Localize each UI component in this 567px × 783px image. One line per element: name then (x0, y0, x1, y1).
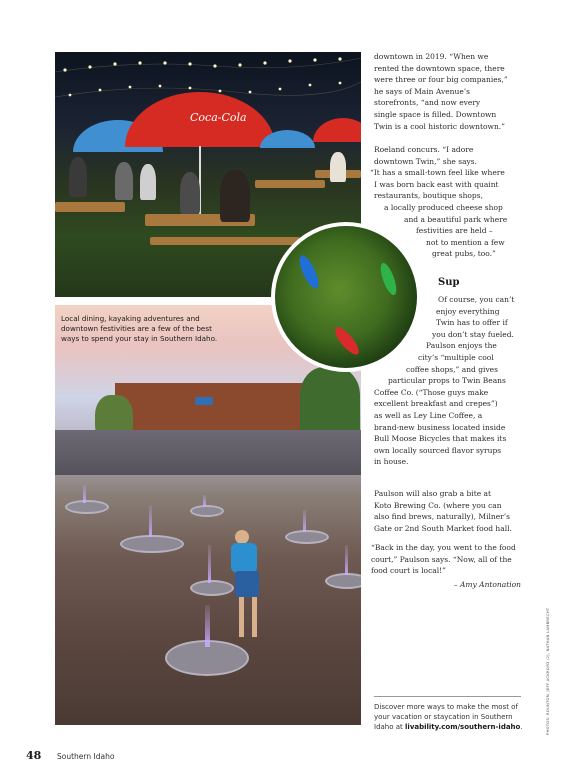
kayak-green (378, 261, 400, 297)
text-line: brand-new business located inside (374, 422, 506, 432)
child-shirt (231, 543, 257, 573)
body-paragraph-food-court (371, 542, 516, 577)
page-number: 48 (26, 749, 42, 762)
text-line: Gate or 2nd South Market food hall. (374, 523, 512, 533)
text-line: he says of Main Avenue’s (374, 86, 471, 96)
text-line: rented the downtown space, there (374, 63, 505, 73)
fountain-jet-base (120, 535, 184, 553)
text-line: also find brews, naturally), Milner’s (374, 512, 510, 522)
water-jet (208, 545, 211, 583)
kayak-red (331, 324, 362, 358)
body-paragraph-koto (374, 488, 512, 534)
tree (300, 367, 360, 437)
photo-credit: PHOTOS: ROUNTON, JEFF ACKROYD (2), NATHAN LAMBRECHT (545, 607, 550, 735)
section-name: Southern Idaho (57, 752, 115, 761)
text-line: downtown Twin,” she says. (374, 156, 478, 166)
text-line: single space is filled. Downtown (374, 109, 497, 119)
diner (180, 172, 200, 214)
section-heading: Sup (438, 277, 460, 288)
text-line: as well as Ley Line Coffee, a (374, 410, 483, 420)
text-line: in house. (374, 457, 409, 467)
diner (115, 162, 133, 200)
body-paragraph-roeland (370, 144, 508, 260)
photo-caption: Local dining, kayaking adventures and downtown festivities are a few of the best ways to spend your stay in Southern Idaho. (61, 314, 218, 343)
text-line: restaurants, boutique shops, (374, 191, 483, 201)
text-line: Twin has to offer if (436, 318, 508, 328)
body-paragraph-downtown (374, 51, 508, 132)
water-jet (345, 545, 348, 575)
picnic-bench (150, 237, 300, 245)
text-line: Of course, you can’t (438, 295, 515, 304)
text-line: Koto Brewing Co. (where you can (374, 500, 502, 510)
text-line: city’s “multiple cool (418, 352, 494, 362)
fountain-jet-base (285, 530, 329, 544)
text-line: court,” Paulson says. “Now, all of the (371, 554, 512, 564)
diner (140, 164, 156, 200)
text-line: Paulson will also grab a bite at (374, 489, 492, 498)
umbrella-logo: Coca-Cola (190, 111, 247, 124)
text-line: downtown in 2019. “When we (374, 52, 489, 61)
water-jet (203, 495, 206, 507)
child-shorts (235, 571, 259, 597)
text-line: not to mention a few (426, 237, 505, 247)
text-line: “It has a small-town feel like where (370, 168, 505, 178)
text-line: were three or four big companies,” (374, 75, 508, 85)
building-sign (195, 397, 213, 405)
diner (330, 152, 346, 182)
text-line: food court is local!” (371, 566, 446, 576)
fountain-jet-base (65, 500, 109, 514)
fountain-jet-base (325, 573, 361, 589)
picnic-table (55, 202, 125, 212)
child-leg (252, 597, 257, 637)
author-signature: – Amy Antonation (453, 580, 521, 589)
promo-end: . (520, 723, 523, 731)
fountain-jet-base (190, 505, 224, 517)
text-line: coffee shops,” and gives (406, 364, 498, 374)
child-leg (239, 597, 244, 637)
text-line: I was born back east with quaint (374, 179, 499, 189)
text-line: particular props to Twin Beans (388, 376, 506, 386)
text-line: great pubs, too.” (432, 249, 496, 259)
diner (220, 170, 250, 222)
text-line: Coffee Co. (“Those guys make (374, 387, 489, 397)
crowd (55, 430, 361, 475)
promo-box (374, 702, 529, 732)
body-paragraph-sup (374, 294, 514, 468)
text-line: excellent breakfast and crepes”) (374, 399, 498, 409)
text-line: Paulson enjoys the (426, 341, 497, 351)
water-jet (205, 605, 210, 647)
water-jet (149, 505, 152, 537)
fountain-jet-base (190, 580, 234, 596)
promo-text: Discover more ways to make the most of your vacation or staycation in Southern Idaho at (374, 703, 518, 731)
text-line: Roeland concurs. “I adore (374, 145, 474, 154)
text-line: own locally sourced flavor syrups (374, 445, 502, 455)
promo-link[interactable]: livability.com/southern-idaho (405, 723, 521, 731)
water-jet (83, 485, 86, 503)
child-head (235, 530, 249, 544)
text-line: a locally produced cheese shop (384, 202, 503, 212)
text-line: festivities are held – (416, 226, 493, 236)
water-jet (303, 510, 306, 532)
text-line: storefronts, “and now every (374, 98, 481, 108)
text-line: and a beautiful park where (404, 214, 508, 224)
text-line: enjoy everything (436, 306, 500, 316)
fountain-plaza-photo (55, 305, 361, 725)
kayak-blue (296, 253, 322, 291)
picnic-table (255, 180, 325, 188)
text-line: Bull Moose Bicycles that makes its (374, 434, 507, 444)
promo-divider (374, 696, 521, 697)
text-line: “Back in the day, you went to the food (371, 543, 516, 552)
text-line: you don’t stay fueled. (432, 329, 514, 339)
text-line: Twin is a cool historic downtown.” (374, 121, 506, 131)
diner (69, 157, 87, 197)
